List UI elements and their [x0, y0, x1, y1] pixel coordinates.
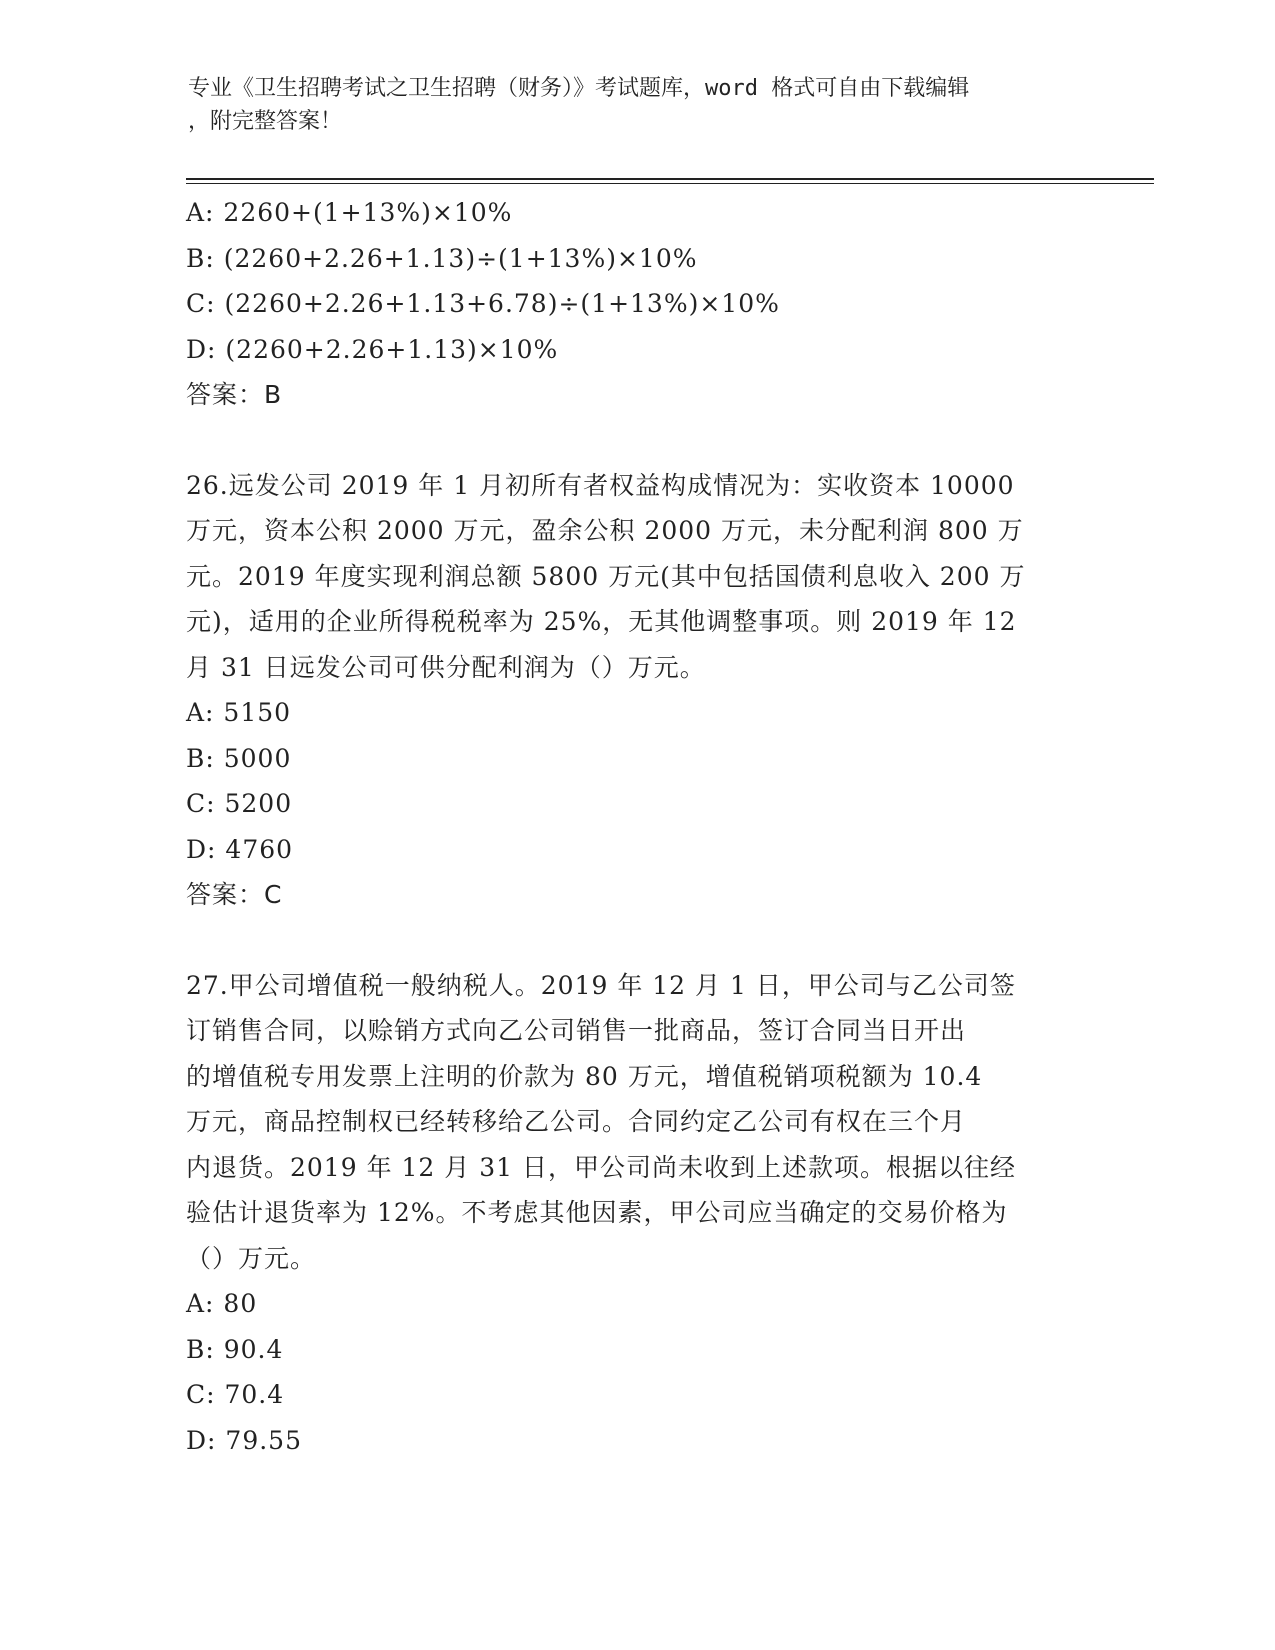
q26-option-d: D: 4760 — [186, 834, 294, 864]
q27-option-b: B: 90.4 — [186, 1334, 284, 1364]
q26-option-a: A: 5150 — [186, 698, 292, 727]
question-26-block — [186, 463, 1086, 918]
q27-text-line: 内退货。2019 年 12 月 31 日，甲公司尚未收到上述款项。根据以往经 — [186, 1152, 1016, 1182]
q27-option-c: C: 70.4 — [186, 1380, 285, 1409]
q26-text-line: 元。2019 年度实现利润总额 5800 万元(其中包括国债利息收入 200 万 — [186, 561, 1026, 591]
q27-text-line: （）万元。 — [186, 1243, 317, 1273]
q25-answer: 答案：B — [186, 380, 283, 409]
q27-option-a: A: 80 — [186, 1289, 258, 1318]
q25-option-c: C: (2260+2.26+1.13+6.78)÷(1+13%)×10% — [186, 289, 780, 318]
q26-answer: 答案：C — [186, 880, 283, 909]
q27-text-line: 验估计退货率为 12%。不考虑其他因素，甲公司应当确定的交易价格为 — [186, 1198, 1008, 1227]
q26-option-b: B: 5000 — [186, 743, 292, 773]
q25-option-d: D: (2260+2.26+1.13)×10% — [186, 334, 559, 364]
q26-text-line: 月 31 日远发公司可供分配利润为（）万元。 — [186, 652, 706, 682]
header-divider-thin — [186, 183, 1154, 184]
q27-text-line: 27.甲公司增值税一般纳税人。2019 年 12 月 1 日，甲公司与乙公司签 — [186, 970, 1016, 1000]
question-27-block — [186, 963, 1086, 1464]
q27-option-d: D: 79.55 — [186, 1425, 302, 1455]
header-line-2: ，附完整答案！ — [188, 109, 343, 134]
header-line-1: 专业《卫生招聘考试之卫生招聘（财务）》考试题库，word 格式可自由下载编辑 — [188, 76, 970, 101]
q26-text-line: 万元，资本公积 2000 万元，盈余公积 2000 万元，未分配利润 800 万 — [186, 516, 1024, 545]
q26-text-line: 元)，适用的企业所得税税率为 25%，无其他调整事项。则 2019 年 12 — [186, 607, 1017, 636]
q27-text-line: 的增值税专用发票上注明的价款为 80 万元，增值税销项税额为 10.4 — [186, 1061, 983, 1091]
q27-text-line: 订销售合同，以赊销方式向乙公司销售一批商品，签订合同当日开出 — [186, 1016, 967, 1045]
document-body — [186, 190, 1086, 1463]
q26-option-c: C: 5200 — [186, 789, 293, 818]
question-25-block — [186, 190, 1086, 418]
q25-option-b: B: (2260+2.26+1.13)÷(1+13%)×10% — [186, 243, 698, 273]
q27-text-line: 万元，商品控制权已经转移给乙公司。合同约定乙公司有权在三个月 — [186, 1107, 967, 1136]
header-divider-thick — [186, 178, 1154, 180]
q25-option-a: A: 2260+(1+13%)×10% — [186, 198, 513, 227]
q26-text-line: 26.远发公司 2019 年 1 月初所有者权益构成情况为：实收资本 10000 — [186, 470, 1015, 500]
document-header — [188, 72, 1088, 138]
